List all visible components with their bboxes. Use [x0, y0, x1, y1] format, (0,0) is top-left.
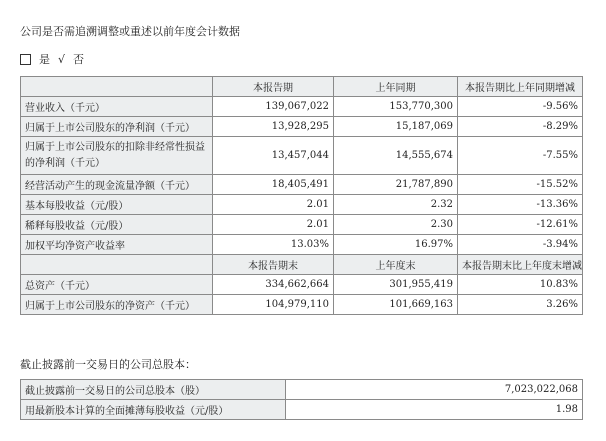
table-row [21, 215, 583, 235]
current-value: 13,928,295 [213, 117, 334, 137]
change-value: -15.52% [458, 175, 583, 195]
header-cell: 上年度末 [334, 255, 458, 275]
section-title: 公司是否需追溯调整或重述以前年度会计数据 [20, 25, 240, 38]
header-cell: 本报告期比上年同期增减 [458, 77, 583, 97]
header-cell: 本报告期末比上年度末增减 [458, 255, 583, 275]
prior-value: 153,770,300 [334, 97, 458, 117]
table-row [21, 295, 583, 315]
current-value: 334,662,664 [213, 275, 334, 295]
change-value: 10.83% [458, 275, 583, 295]
row-label: 截止披露前一交易日的公司总股本（股） [21, 380, 286, 400]
current-value: 13.03% [213, 235, 334, 255]
row-label: 归属于上市公司股东的净利润（千元） [21, 117, 213, 137]
row-label: 加权平均净资产收益率 [21, 235, 213, 255]
header-cell: 上年同期 [334, 77, 458, 97]
row-label: 归属于上市公司股东的净资产（千元） [21, 295, 213, 315]
change-value: -7.55% [458, 137, 583, 175]
table-row [21, 137, 583, 175]
prior-value: 301,955,419 [334, 275, 458, 295]
change-value: -13.36% [458, 195, 583, 215]
header-cell [21, 255, 213, 275]
prior-value: 101,669,163 [334, 295, 458, 315]
current-value: 18,405,491 [213, 175, 334, 195]
table-row [21, 117, 583, 137]
table-row [21, 235, 583, 255]
table-row [21, 175, 583, 195]
table-row [21, 97, 583, 117]
table-row [21, 400, 583, 420]
row-label: 用最新股本计算的全面摊薄每股收益（元/股） [21, 400, 286, 420]
header-cell [21, 77, 213, 97]
row-label: 归属于上市公司股东的扣除非经常性损益的净利润（千元） [21, 137, 213, 175]
table-subheader-row [21, 255, 583, 275]
financial-data-table [20, 76, 583, 315]
row-label: 经营活动产生的现金流量净额（千元） [21, 175, 213, 195]
prior-value: 2.32 [334, 195, 458, 215]
header-cell: 本报告期 [213, 77, 334, 97]
no-label: 否 [73, 53, 85, 66]
current-value: 139,067,022 [213, 97, 334, 117]
yes-checkbox[interactable] [20, 54, 31, 65]
prior-value: 16.97% [334, 235, 458, 255]
prior-value: 15,187,069 [334, 117, 458, 137]
prior-value: 21,787,890 [334, 175, 458, 195]
yes-label: 是 [39, 53, 50, 66]
prior-value: 2.30 [334, 215, 458, 235]
row-label: 基本每股收益（元/股） [21, 195, 213, 215]
current-value: 2.01 [213, 215, 334, 235]
row-value: 1.98 [286, 400, 583, 420]
header-cell: 本报告期末 [213, 255, 334, 275]
row-label: 稀释每股收益（元/股） [21, 215, 213, 235]
table-row [21, 275, 583, 295]
change-value: -12.61% [458, 215, 583, 235]
current-value: 13,457,044 [213, 137, 334, 175]
current-value: 2.01 [213, 195, 334, 215]
change-value: -9.56% [458, 97, 583, 117]
restatement-options [20, 51, 84, 67]
table-header-row [21, 77, 583, 97]
change-value: -3.94% [458, 235, 583, 255]
share-capital-note: 截止披露前一交易日的公司总股本： [20, 358, 196, 371]
table-row [21, 380, 583, 400]
current-value: 104,979,110 [213, 295, 334, 315]
check-mark-icon: √ [58, 52, 66, 66]
change-value: 3.26% [458, 295, 583, 315]
row-value: 7,023,022,068 [286, 380, 583, 400]
table-row [21, 195, 583, 215]
row-label: 总资产（千元） [21, 275, 213, 295]
change-value: -8.29% [458, 117, 583, 137]
share-capital-table [20, 379, 583, 420]
prior-value: 14,555,674 [334, 137, 458, 175]
row-label: 营业收入（千元） [21, 97, 213, 117]
